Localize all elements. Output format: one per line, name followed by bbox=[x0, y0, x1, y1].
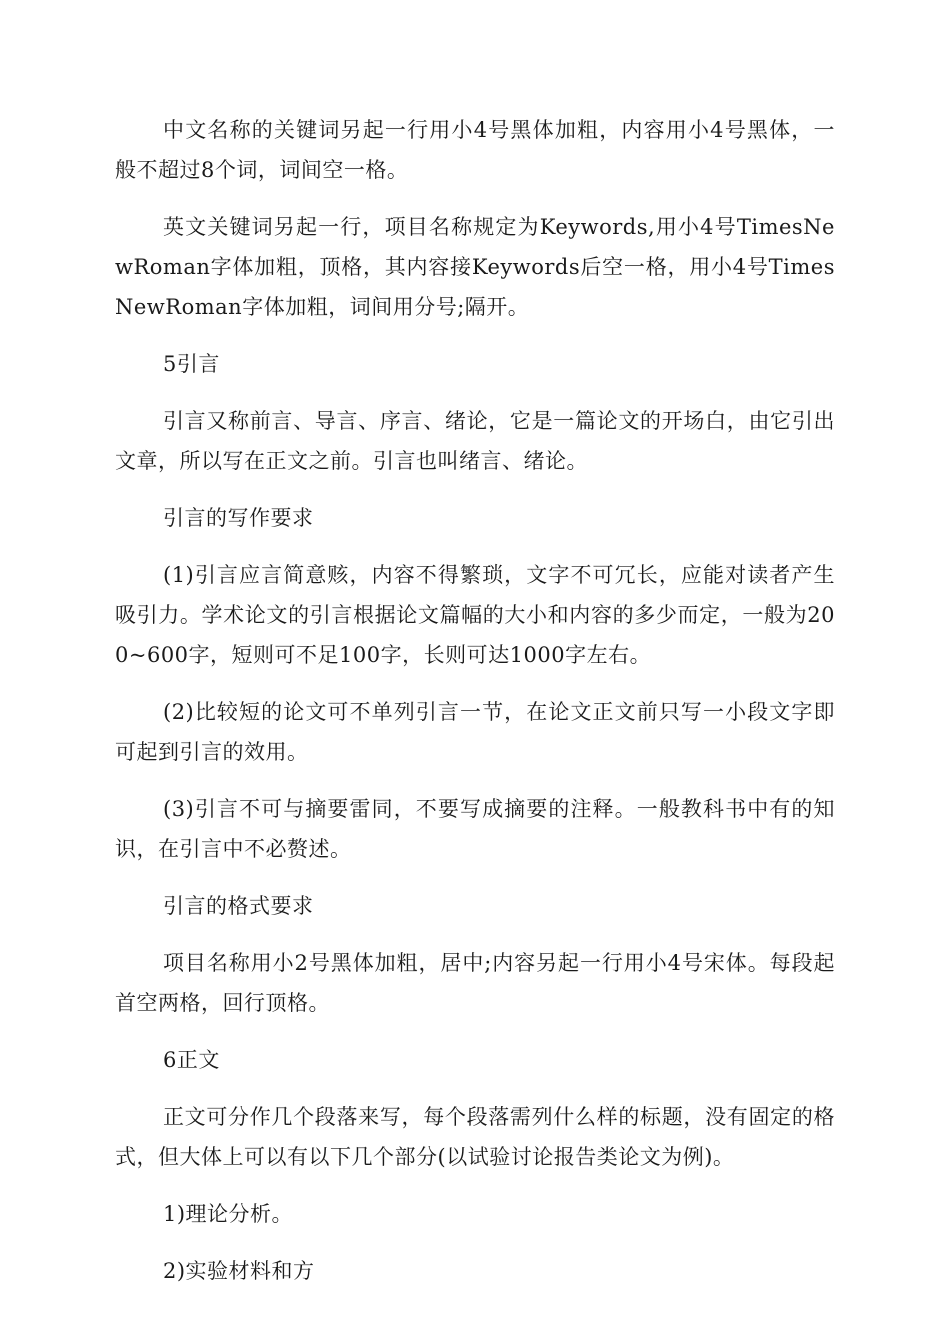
list-item-materials-methods: 2)实验材料和方 bbox=[163, 1259, 315, 1283]
paragraph-english-keywords: 英文关键词另起一行，项目名称规定为Keywords,用小4号TimesNewRoman字体加粗，顶格，其内容接Keywords后空一格，用小4号TimesNewRoman字体加粗，词间用分号;隔开。 bbox=[115, 215, 835, 319]
paragraph-chinese-keywords: 中文名称的关键词另起一行用小4号黑体加粗，内容用小4号黑体，一般不超过8个词，词间空一格。 bbox=[115, 118, 835, 182]
section-heading-introduction: 5引言 bbox=[163, 352, 220, 376]
subheading-writing-requirements: 引言的写作要求 bbox=[163, 506, 314, 530]
paragraph-requirement-1: (1)引言应言简意赅，内容不得繁琐，文字不可冗长，应能对读者产生吸引力。学术论文的引言根据论文篇幅的大小和内容的多少而定，一般为200~600字，短则可不足100字，长则可达1000字左右。 bbox=[115, 563, 835, 667]
paragraph-introduction-definition: 引言又称前言、导言、序言、绪论，它是一篇论文的开场白，由它引出文章，所以写在正文之前。引言也叫绪言、绪论。 bbox=[115, 409, 835, 473]
paragraph-requirement-3: (3)引言不可与摘要雷同，不要写成摘要的注释。一般教科书中有的知识，在引言中不必赘述。 bbox=[115, 797, 835, 861]
list-item-theory-analysis: 1)理论分析。 bbox=[163, 1202, 294, 1226]
subheading-format-requirements: 引言的格式要求 bbox=[163, 894, 314, 918]
document-body bbox=[115, 110, 835, 1308]
section-heading-main-text: 6正文 bbox=[163, 1048, 220, 1072]
paragraph-format-requirements: 项目名称用小2号黑体加粗，居中;内容另起一行用小4号宋体。每段起首空两格，回行顶格。 bbox=[115, 951, 835, 1015]
paragraph-main-text-structure: 正文可分作几个段落来写，每个段落需列什么样的标题，没有固定的格式，但大体上可以有以下几个部分(以试验讨论报告类论文为例)。 bbox=[115, 1105, 835, 1169]
paragraph-requirement-2: (2)比较短的论文可不单列引言一节，在论文正文前只写一小段文字即可起到引言的效用。 bbox=[115, 700, 835, 764]
